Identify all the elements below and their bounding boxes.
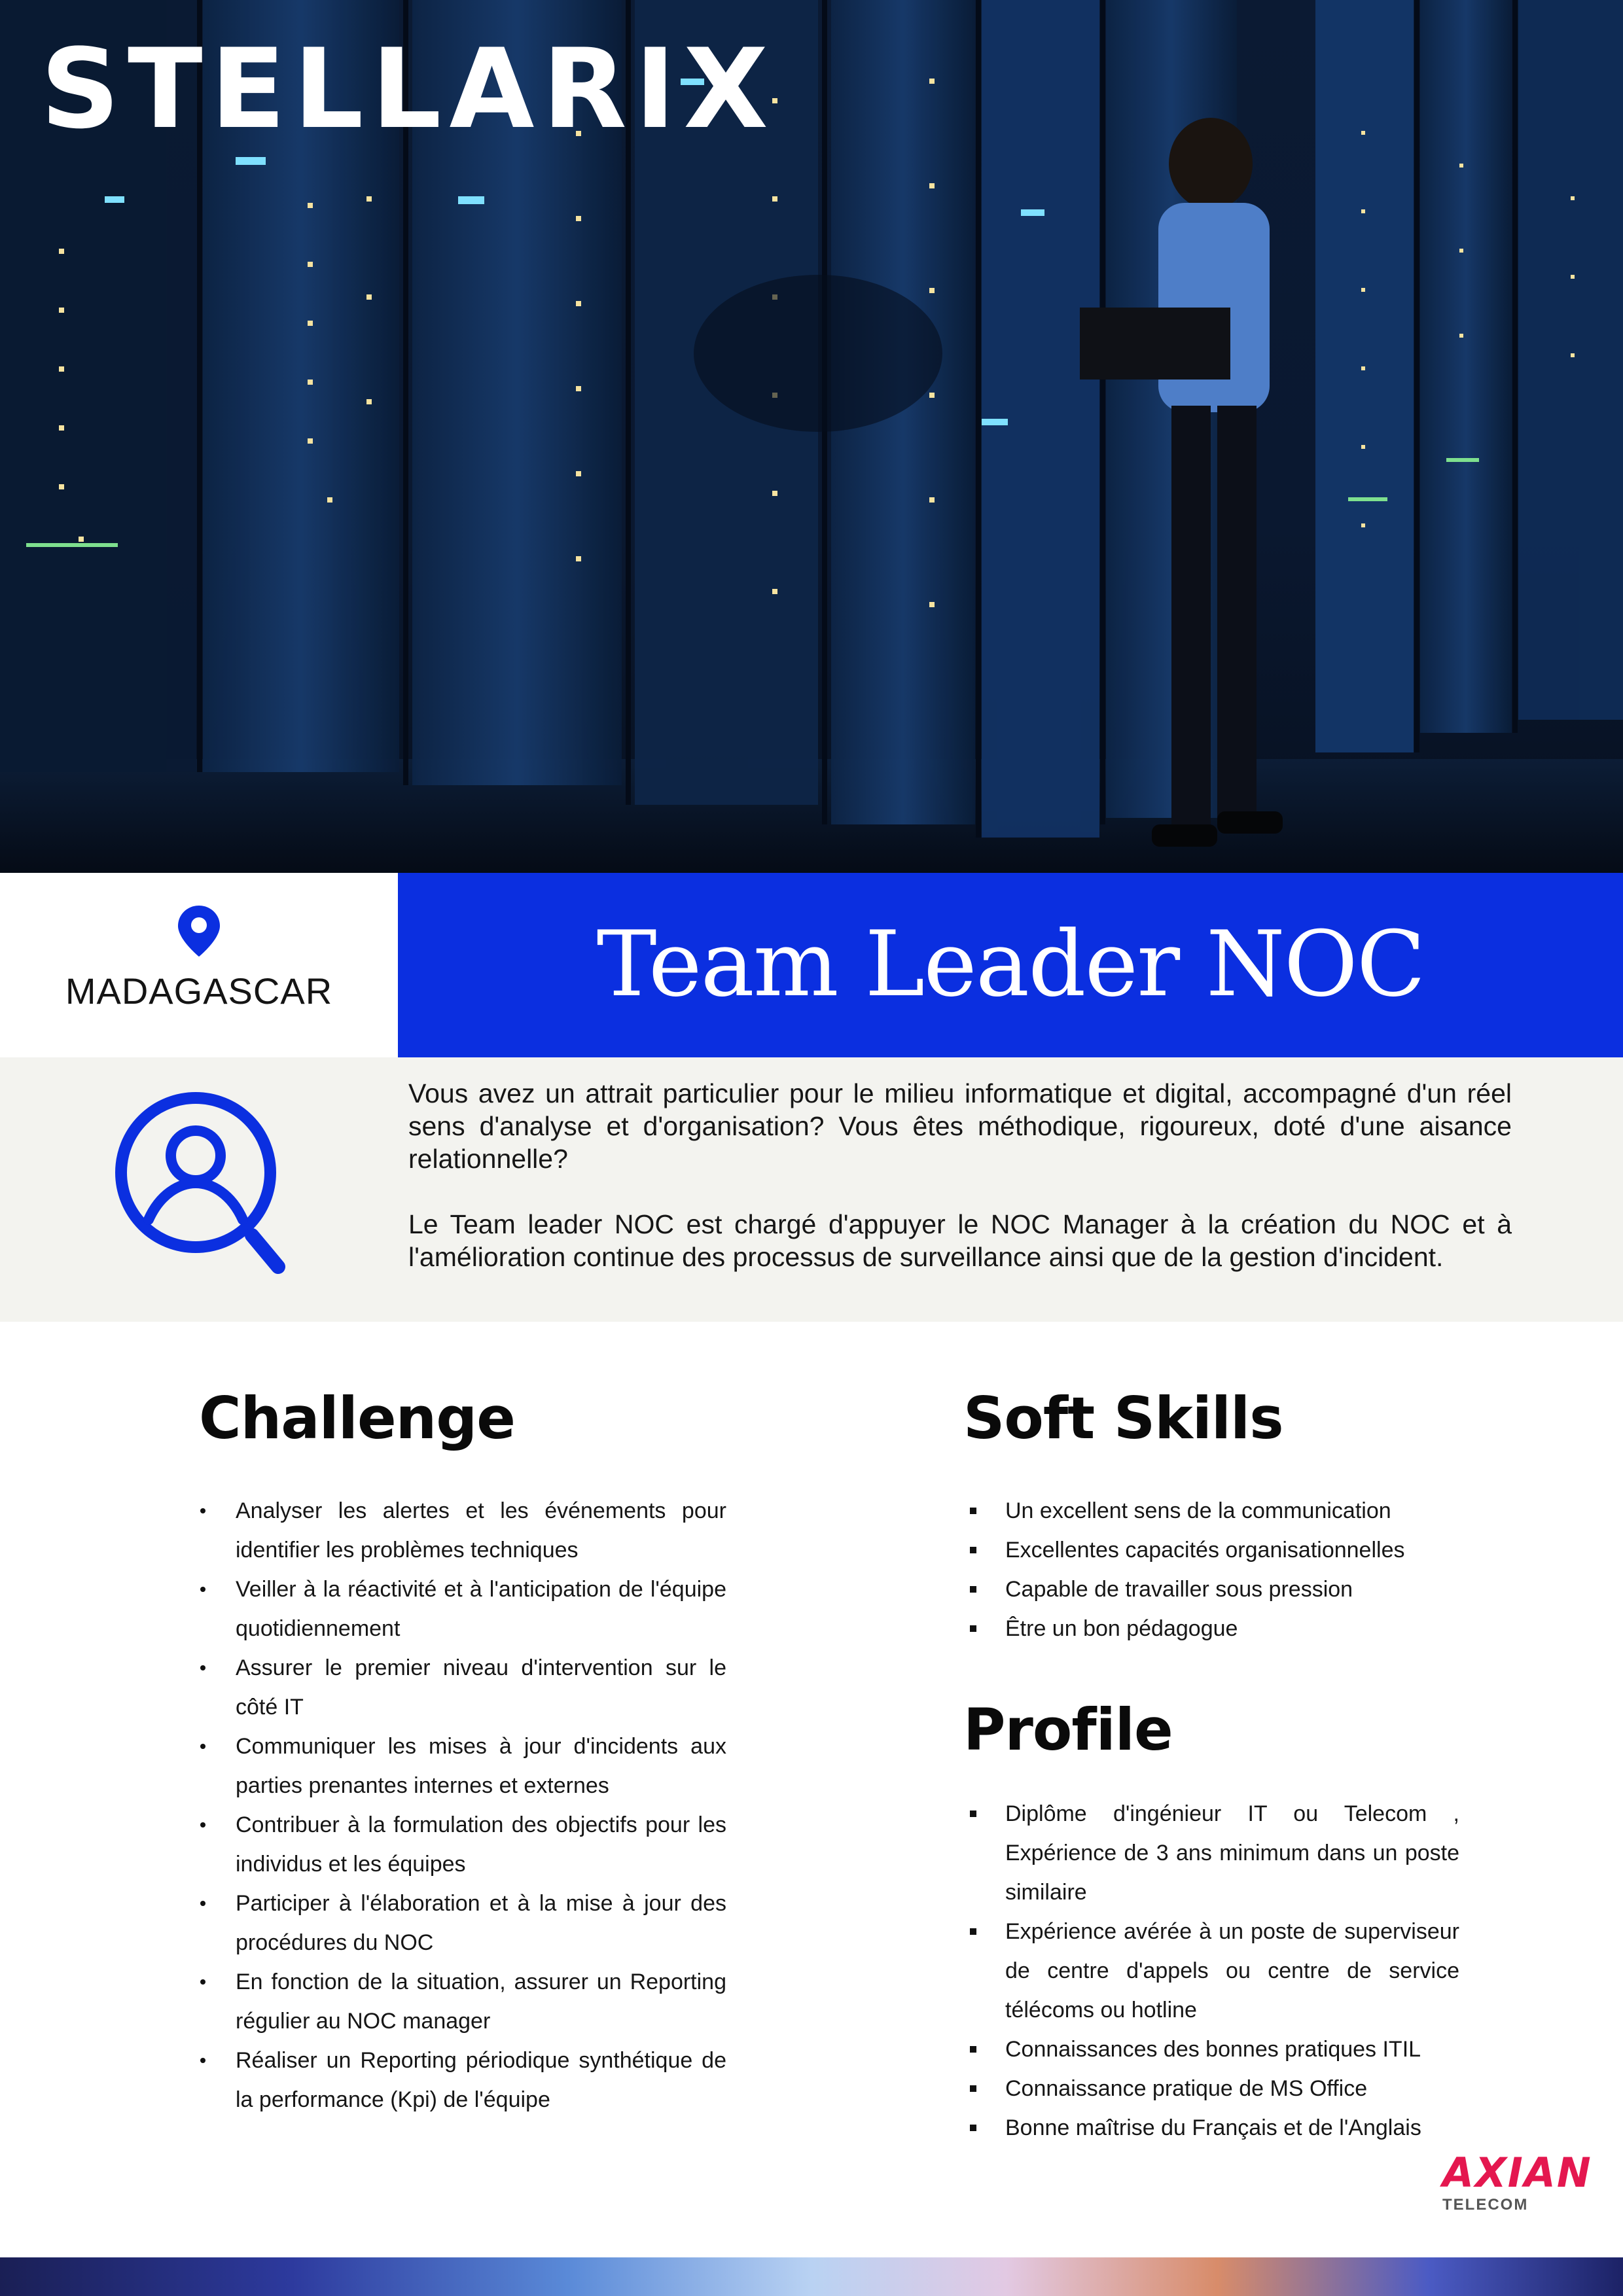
profile-title: Profile: [963, 1696, 1173, 1763]
list-item: Capable de travailler sous pression: [967, 1570, 1459, 1609]
location-block: [0, 873, 398, 1057]
list-item: Connaissances des bonnes pratiques ITIL: [967, 2030, 1459, 2069]
axian-telecom-logo: [1442, 2149, 1592, 2214]
axian-logo-subtitle: TELECOM: [1442, 2196, 1529, 2214]
axian-logo-word: AXIAN: [1442, 2149, 1592, 2197]
list-item: Communiquer les mises à jour d'incidents aux parties prenantes internes et externes: [198, 1727, 726, 1805]
list-item: Excellentes capacités organisationnelles: [967, 1530, 1459, 1570]
footer-decorative-strip: [0, 2257, 1623, 2296]
list-item: Réaliser un Reporting périodique synthétique de la performance (Kpi) de l'équipe: [198, 2041, 726, 2119]
list-item: Connaissance pratique de MS Office: [967, 2069, 1459, 2108]
intro-section: [0, 1057, 1623, 1322]
list-item: Contribuer à la formulation des objectifs pour les individus et les équipes: [198, 1805, 726, 1884]
challenge-list: [198, 1491, 726, 2119]
list-item: Veiller à la réactivité et à l'anticipation de l'équipe quotidiennement: [198, 1570, 726, 1648]
hero-image: [0, 0, 1623, 873]
list-item: Bonne maîtrise du Français et de l'Anglais: [967, 2108, 1459, 2147]
list-item: Être un bon pédagogue: [967, 1609, 1459, 1648]
company-logo: STELLARIX: [41, 25, 776, 153]
profile-search-icon: [115, 1091, 291, 1288]
soft-skills-title: Soft Skills: [963, 1385, 1283, 1452]
title-banner: [398, 873, 1623, 1057]
location-label: MADAGASCAR: [65, 970, 333, 1012]
soft-skills-list: [967, 1491, 1459, 1648]
intro-paragraph: Le Team leader NOC est chargé d'appuyer le NOC Manager à la création du NOC et à l'amélioration continue des processus de surveillance ainsi que de la gestion d'incident.: [408, 1209, 1512, 1272]
profile-list: [967, 1794, 1459, 2147]
intro-paragraph: Vous avez un attrait particulier pour le milieu informatique et digital, accompagné d'un réel sens d'analyse et d'organisation? Vous êtes méthodique, rigoureux, doté d'une aisance relationnelle?: [408, 1078, 1512, 1174]
list-item: Analyser les alertes et les événements pour identifier les problèmes techniques: [198, 1491, 726, 1570]
location-pin-icon: [174, 903, 224, 959]
list-item: Diplôme d'ingénieur IT ou Telecom , Expérience de 3 ans minimum dans un poste similaire: [967, 1794, 1459, 1912]
list-item: Expérience avérée à un poste de superviseur de centre d'appels ou centre de service télécoms ou hotline: [967, 1912, 1459, 2030]
intro-text: [408, 1077, 1512, 1273]
list-item: Participer à l'élaboration et à la mise à jour des procédures du NOC: [198, 1884, 726, 1962]
challenge-title: Challenge: [199, 1385, 515, 1452]
list-item: Assurer le premier niveau d'intervention sur le côté IT: [198, 1648, 726, 1727]
job-title: Team Leader NOC: [596, 911, 1425, 1017]
list-item: En fonction de la situation, assurer un Reporting régulier au NOC manager: [198, 1962, 726, 2041]
list-item: Un excellent sens de la communication: [967, 1491, 1459, 1530]
